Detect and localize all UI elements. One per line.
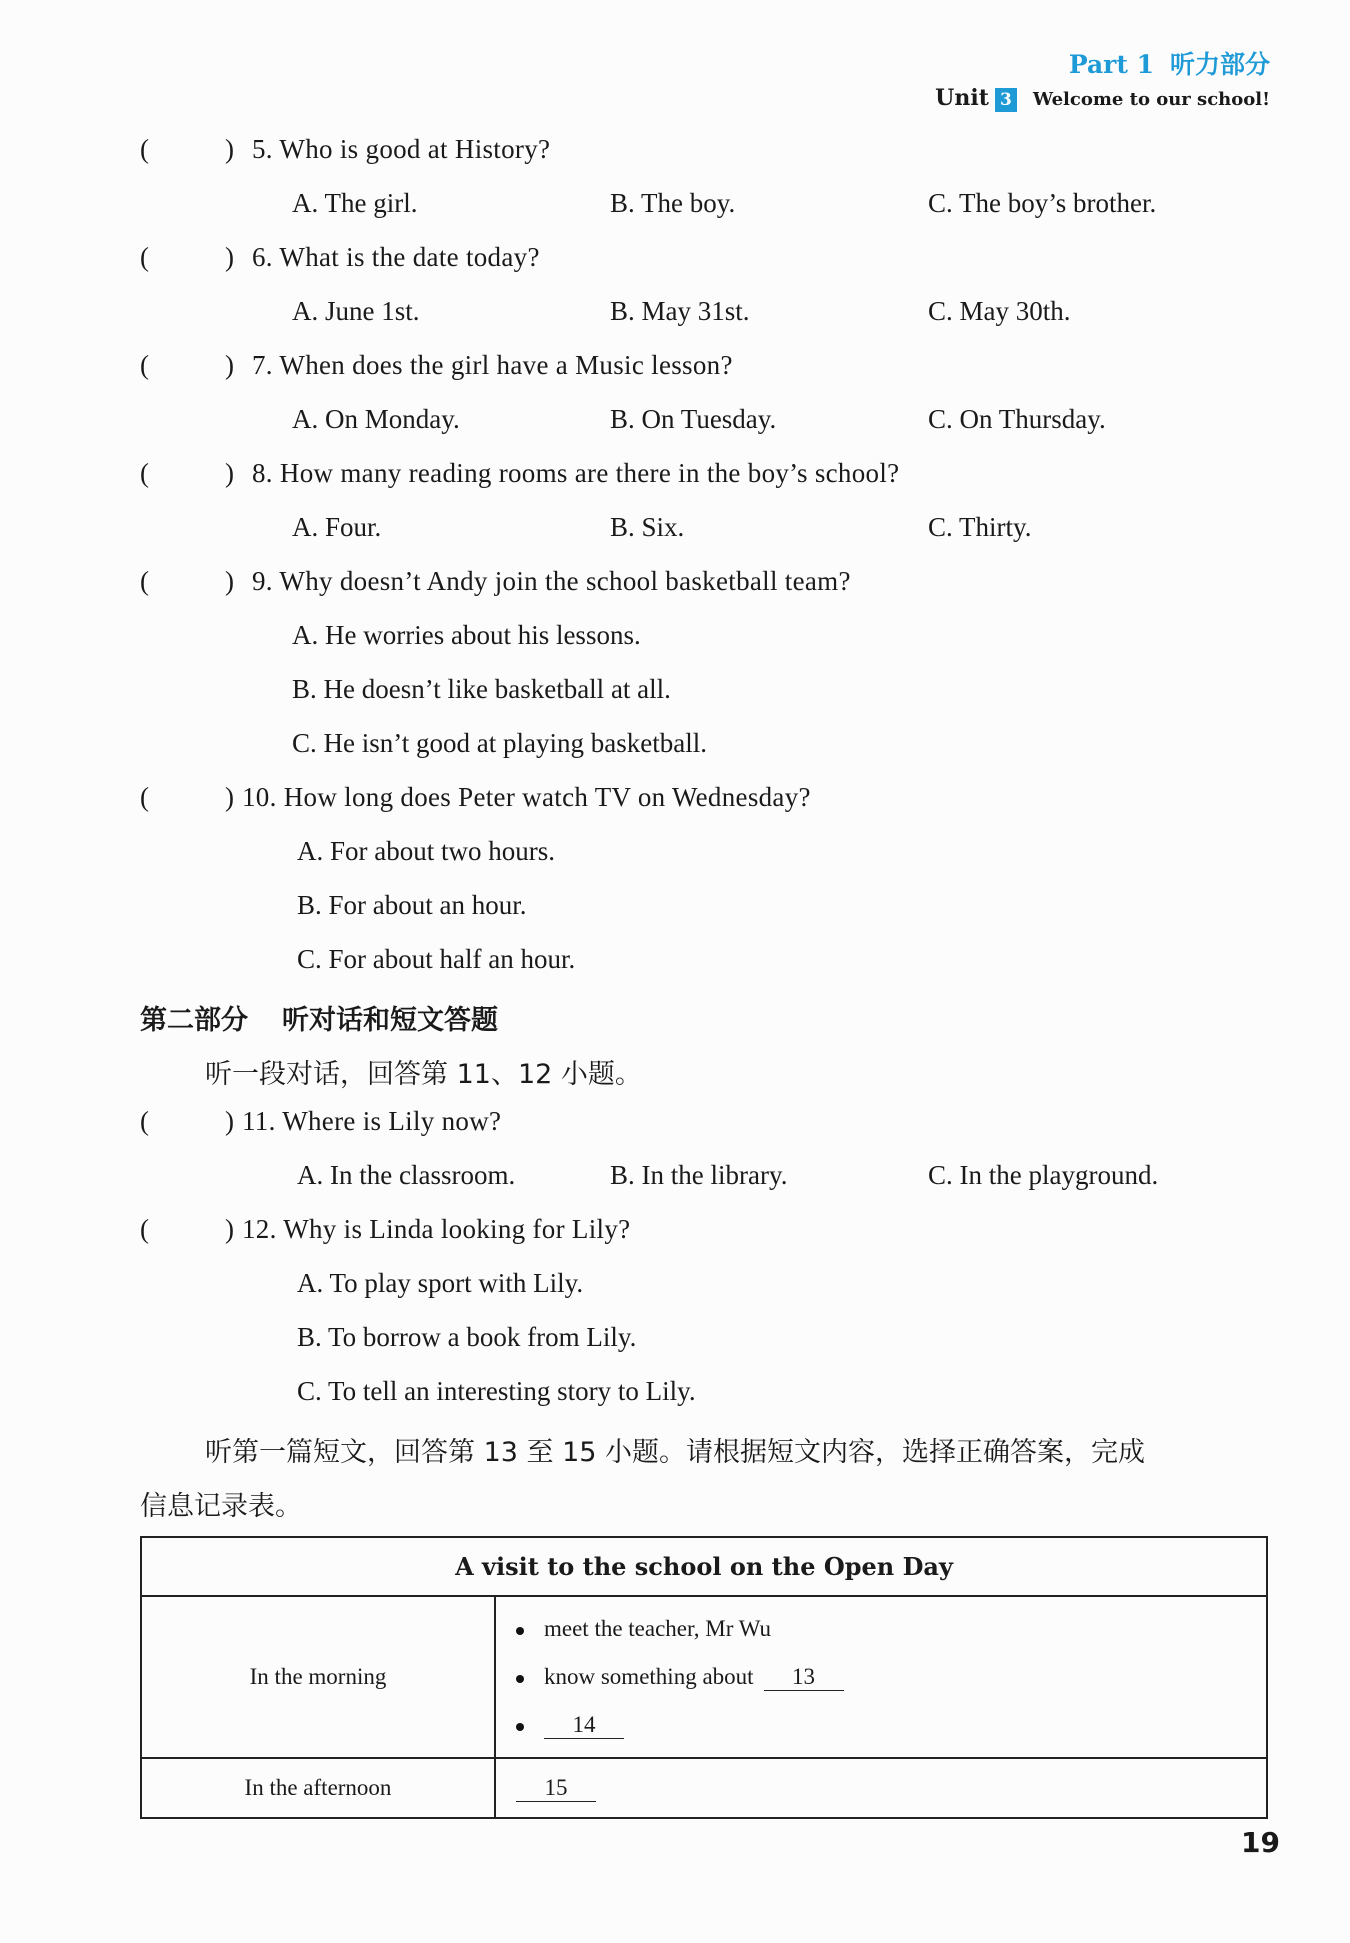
- option-c: C. For about half an hour.: [297, 944, 576, 974]
- option-b: B. In the library.: [610, 1160, 788, 1190]
- question-6: [252, 242, 540, 273]
- blank-14[interactable]: 14: [544, 1712, 624, 1739]
- question-text: Why doesn’t Andy join the school basketball team?: [279, 566, 851, 596]
- unit-number-badge: 3: [995, 88, 1017, 112]
- answer-paren-open: (: [140, 1214, 150, 1244]
- question-text: Who is good at History?: [279, 134, 551, 164]
- section-instruction-2: 听第一篇短文，回答第 13 至 15 小题。请根据短文内容，选择正确答案，完成: [205, 1437, 1146, 1468]
- option-c: C. To tell an interesting story to Lily.: [297, 1376, 696, 1406]
- unit-title: Welcome to our school!: [1032, 89, 1270, 110]
- question-12: [242, 1214, 630, 1245]
- answer-paren-close: ): [225, 566, 235, 596]
- question-text: Where is Lily now?: [282, 1106, 502, 1136]
- question-7: [252, 350, 733, 381]
- question-text: What is the date today?: [279, 242, 540, 272]
- option-c: C. The boy’s brother.: [928, 188, 1157, 218]
- question-text: When does the girl have a Music lesson?: [279, 350, 733, 380]
- option-a: A. For about two hours.: [297, 836, 555, 866]
- bullet-icon: [516, 1675, 524, 1683]
- section-2-title: [140, 998, 498, 1037]
- question-text: How long does Peter watch TV on Wednesday?: [283, 782, 811, 812]
- answer-paren-close: ): [225, 242, 235, 272]
- question-number: 5.: [252, 134, 273, 164]
- morning-item-2: know something about: [544, 1664, 754, 1689]
- question-5: [252, 134, 550, 165]
- part-header: [1069, 45, 1270, 81]
- section-name: 听对话和短文答题: [282, 1005, 498, 1036]
- question-number: 8.: [252, 458, 273, 488]
- answer-paren-open: (: [140, 242, 150, 272]
- question-number: 9.: [252, 566, 273, 596]
- section-instruction-2-cont: 信息记录表。: [140, 1491, 302, 1522]
- option-c: C. He isn’t good at playing basketball.: [292, 728, 707, 758]
- option-b: B. Six.: [610, 512, 685, 542]
- afternoon-cell: [495, 1758, 1267, 1818]
- option-a: A. On Monday.: [292, 404, 460, 434]
- question-number: 7.: [252, 350, 273, 380]
- question-8: [252, 458, 899, 489]
- answer-paren-close: ): [225, 1214, 235, 1244]
- option-b: B. To borrow a book from Lily.: [297, 1322, 637, 1352]
- option-b: B. He doesn’t like basketball at all.: [292, 674, 671, 704]
- option-a: A. The girl.: [292, 188, 418, 218]
- option-c: C. Thirty.: [928, 512, 1032, 542]
- answer-paren-open: (: [140, 566, 150, 596]
- answer-paren-close: ): [225, 134, 235, 164]
- morning-item-1: meet the teacher, Mr Wu: [544, 1616, 771, 1641]
- question-number: 10.: [242, 782, 277, 812]
- question-number: 6.: [252, 242, 273, 272]
- option-c: C. On Thursday.: [928, 404, 1106, 434]
- answer-paren-close: ): [225, 1106, 235, 1136]
- section-instruction-1: 听一段对话，回答第 11、12 小题。: [205, 1059, 642, 1090]
- afternoon-label: In the afternoon: [141, 1758, 495, 1818]
- question-9: [252, 566, 851, 597]
- option-b: B. May 31st.: [610, 296, 750, 326]
- answer-paren-open: (: [140, 458, 150, 488]
- question-number: 12.: [242, 1214, 277, 1244]
- question-text: Why is Linda looking for Lily?: [283, 1214, 631, 1244]
- question-11: [242, 1106, 501, 1137]
- list-item: [516, 1701, 1266, 1749]
- answer-paren-close: ): [225, 458, 235, 488]
- morning-items: [495, 1596, 1267, 1758]
- blank-15[interactable]: 15: [516, 1775, 596, 1802]
- answer-paren-close: ): [225, 350, 235, 380]
- unit-header: [935, 85, 1270, 112]
- option-b: B. On Tuesday.: [610, 404, 777, 434]
- morning-label: In the morning: [141, 1596, 495, 1758]
- blank-13[interactable]: 13: [764, 1664, 844, 1691]
- option-c: C. May 30th.: [928, 296, 1071, 326]
- question-number: 11.: [242, 1106, 276, 1136]
- part-label: Part 1: [1068, 50, 1154, 79]
- unit-label: Unit: [935, 85, 989, 111]
- table-title: A visit to the school on the Open Day: [141, 1537, 1267, 1596]
- option-a: A. He worries about his lessons.: [292, 620, 641, 650]
- bullet-icon: [516, 1627, 524, 1635]
- option-a: A. June 1st.: [292, 296, 420, 326]
- question-10: [242, 782, 811, 813]
- page-number: 19: [1241, 1826, 1280, 1859]
- answer-paren-close: ): [225, 782, 235, 812]
- answer-paren-open: (: [140, 782, 150, 812]
- list-item: [516, 1653, 1266, 1701]
- option-c: C. In the playground.: [928, 1160, 1159, 1190]
- option-a: A. In the classroom.: [297, 1160, 516, 1190]
- option-a: A. To play sport with Lily.: [297, 1268, 584, 1298]
- answer-paren-open: (: [140, 1106, 150, 1136]
- list-item: [516, 1605, 1266, 1653]
- answer-paren-open: (: [140, 350, 150, 380]
- option-a: A. Four.: [292, 512, 382, 542]
- info-record-table: [140, 1536, 1268, 1819]
- section-label: 第二部分: [140, 1005, 248, 1036]
- question-text: How many reading rooms are there in the boy’s school?: [279, 458, 900, 488]
- part-title-cn: 听力部分: [1169, 50, 1270, 79]
- option-b: B. For about an hour.: [297, 890, 527, 920]
- answer-paren-open: (: [140, 134, 150, 164]
- option-b: B. The boy.: [610, 188, 736, 218]
- bullet-icon: [516, 1723, 524, 1731]
